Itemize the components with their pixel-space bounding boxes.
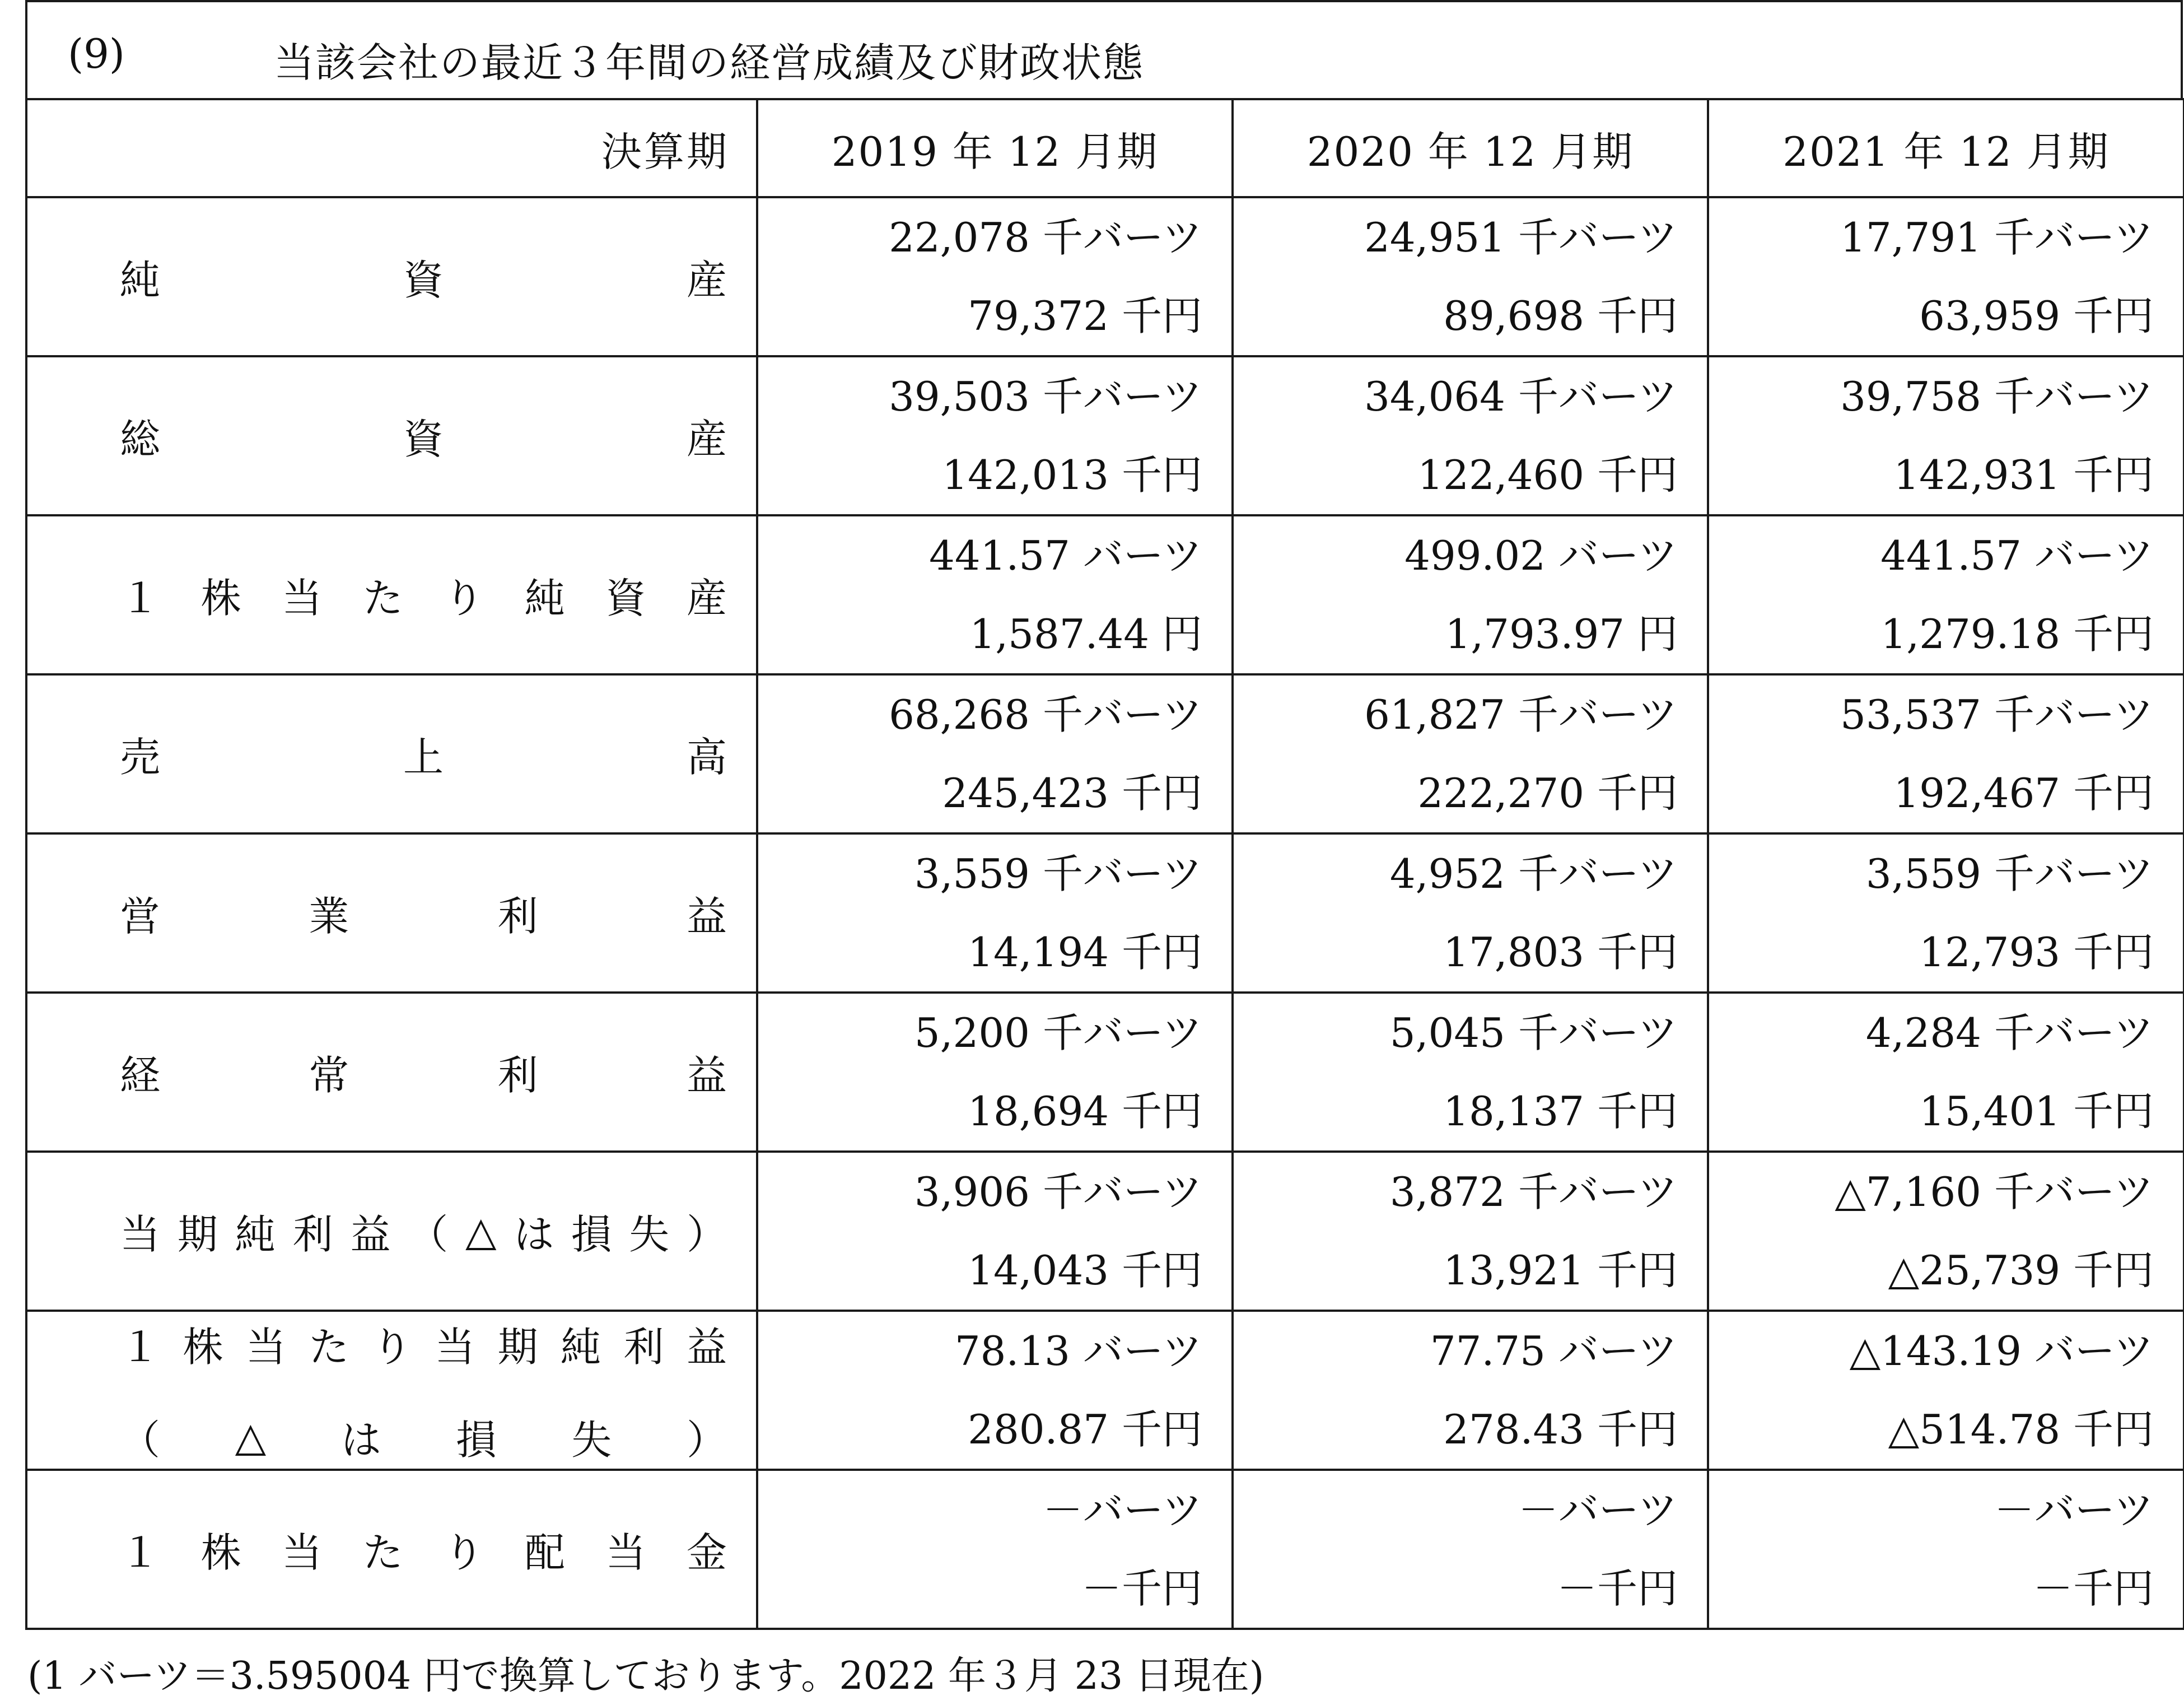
row-label-char: 資 (605, 575, 646, 622)
row-label-char: 当 (282, 575, 323, 622)
row-label (26, 515, 757, 674)
value-thb: 441.57 バーツ (1880, 532, 2154, 579)
row-label-char: た (309, 1324, 349, 1371)
row-label-char: 営 (120, 893, 161, 940)
row-label-char: 当 (435, 1324, 475, 1371)
row-label (26, 833, 757, 993)
value-jpy: △514.78 千円 (1888, 1406, 2154, 1453)
table-row (26, 1152, 2184, 1311)
row-label-char: は (514, 1211, 554, 1258)
row-label-char: （ (408, 1211, 449, 1258)
value-cell (757, 674, 1233, 833)
value-jpy: 278.43 千円 (1443, 1406, 1678, 1453)
row-label-char: 純 (524, 575, 565, 622)
row-label-char: 産 (686, 575, 727, 622)
row-label-char: 利 (497, 1052, 538, 1099)
row-label-line (120, 407, 727, 465)
table-row (26, 674, 2184, 833)
row-label-char: 経 (120, 1052, 161, 1099)
row-label (26, 1470, 757, 1629)
value-jpy: 142,931 千円 (1893, 451, 2154, 499)
row-label-char: 業 (309, 893, 349, 940)
row-label-char: 当 (120, 1211, 161, 1258)
value-jpy: 1,793.97 円 (1445, 611, 1678, 658)
financial-table (25, 98, 2184, 1630)
value-cell (1233, 674, 1708, 833)
row-label-char: 総 (120, 416, 161, 463)
value-thb: 5,200 千バーツ (914, 1009, 1202, 1056)
row-label (26, 993, 757, 1152)
value-cell (1708, 515, 2184, 674)
value-jpy: 245,423 千円 (942, 770, 1202, 817)
value-thb: 441.57 バーツ (929, 532, 1202, 579)
value-jpy: －千円 (2032, 1565, 2154, 1612)
value-jpy: 79,372 千円 (968, 292, 1202, 339)
row-label-char: １ (120, 1324, 161, 1371)
row-label-char: （ (120, 1417, 161, 1464)
value-cell (1233, 993, 1708, 1152)
value-thb: 22,078 千バーツ (889, 214, 1202, 261)
row-label-char: 益 (350, 1211, 391, 1258)
value-jpy: 1,587.44 円 (969, 611, 1202, 658)
period-2021: 2021 年 12 月期 (1708, 99, 2184, 197)
row-label (26, 356, 757, 515)
value-thb: 34,064 千バーツ (1364, 373, 1678, 420)
row-label-char: 損 (571, 1211, 612, 1258)
row-label-char: 期 (497, 1324, 538, 1371)
row-label-char: 益 (686, 893, 727, 940)
value-jpy: 18,137 千円 (1443, 1088, 1678, 1135)
value-cell (1233, 1311, 1708, 1470)
value-cell (757, 1311, 1233, 1470)
period-header-label: 決算期 (26, 99, 757, 197)
value-jpy: 14,194 千円 (968, 929, 1202, 976)
row-label-char: 純 (235, 1211, 276, 1258)
value-cell (757, 515, 1233, 674)
period-2020: 2020 年 12 月期 (1233, 99, 1708, 197)
value-cell (1233, 197, 1708, 356)
row-label-char: 当 (605, 1529, 646, 1576)
row-label-char: り (371, 1324, 412, 1371)
value-jpy: 14,043 千円 (968, 1247, 1202, 1294)
value-jpy: 89,698 千円 (1443, 292, 1678, 339)
value-cell (1708, 1152, 2184, 1311)
section-title: 当該会社の最近３年間の経営成績及び財政状態 (274, 39, 1145, 86)
value-cell (1708, 197, 2184, 356)
row-label-char: 配 (524, 1529, 565, 1576)
row-label-char: 資 (403, 416, 444, 463)
row-label-char: △ (465, 1208, 497, 1255)
value-thb: 3,906 千バーツ (914, 1168, 1202, 1215)
value-cell (1708, 993, 2184, 1152)
value-cell (1233, 1470, 1708, 1629)
value-thb: △7,160 千バーツ (1835, 1168, 2154, 1215)
row-label-line (120, 1202, 727, 1260)
row-label-line (120, 884, 727, 942)
row-label-line (120, 566, 727, 624)
value-cell (1708, 833, 2184, 993)
row-label-char: は (340, 1417, 381, 1464)
value-jpy: 192,467 千円 (1893, 770, 2154, 817)
value-thb: 17,791 千バーツ (1840, 214, 2154, 261)
value-thb: 24,951 千バーツ (1364, 214, 1678, 261)
row-label-char: １ (120, 1529, 161, 1576)
value-cell (757, 356, 1233, 515)
value-jpy: －千円 (1556, 1565, 1678, 1612)
row-label-char: 売 (120, 734, 161, 781)
period-2019: 2019 年 12 月期 (757, 99, 1233, 197)
table-row (26, 356, 2184, 515)
value-cell (1233, 833, 1708, 993)
value-thb: 77.75 バーツ (1430, 1327, 1678, 1375)
row-label-char: ） (686, 1417, 727, 1464)
value-thb: 3,872 千バーツ (1389, 1168, 1678, 1215)
row-label-line (120, 725, 727, 783)
table-row (26, 515, 2184, 674)
value-thb: 39,503 千バーツ (889, 373, 1202, 420)
value-jpy: 18,694 千円 (968, 1088, 1202, 1135)
row-label-char: 純 (120, 257, 161, 304)
row-label (26, 1152, 757, 1311)
row-label-char: 損 (456, 1417, 497, 1464)
value-thb: 61,827 千バーツ (1364, 691, 1678, 738)
row-label-line (120, 1520, 727, 1578)
row-label (26, 674, 757, 833)
table-row (26, 833, 2184, 993)
row-label-char: 期 (177, 1211, 218, 1258)
value-jpy: 222,270 千円 (1417, 770, 1678, 817)
row-label-char: た (362, 1529, 403, 1576)
row-label-char: 当 (245, 1324, 286, 1371)
row-label-char: ） (686, 1211, 727, 1258)
value-thb: 3,559 千バーツ (914, 850, 1202, 897)
row-label-char: 当 (282, 1529, 323, 1576)
value-thb: －バーツ (1042, 1487, 1202, 1534)
row-label-char: 株 (183, 1324, 223, 1371)
value-cell (1233, 1152, 1708, 1311)
value-jpy: 1,279.18 千円 (1880, 611, 2154, 658)
row-label-char: 利 (292, 1211, 333, 1258)
value-thb: －バーツ (1518, 1487, 1678, 1534)
value-cell (1708, 1470, 2184, 1629)
row-label (26, 1311, 757, 1470)
row-label-char: 資 (403, 257, 444, 304)
value-jpy: 122,460 千円 (1417, 451, 1678, 499)
row-label-line (120, 1408, 727, 1466)
row-label-char: 失 (629, 1211, 670, 1258)
value-thb: 4,952 千バーツ (1389, 850, 1678, 897)
row-label-line (120, 248, 727, 306)
table-row (26, 1311, 2184, 1470)
row-label-char: △ (235, 1413, 267, 1460)
value-thb: △143.19 バーツ (1849, 1327, 2154, 1375)
value-jpy: △25,739 千円 (1888, 1247, 2154, 1294)
row-label-line (120, 1315, 727, 1373)
value-jpy: －千円 (1081, 1565, 1202, 1612)
section-title-bar (25, 0, 2183, 98)
value-jpy: 63,959 千円 (1919, 292, 2154, 339)
value-thb: 68,268 千バーツ (889, 691, 1202, 738)
row-label-char: た (362, 575, 403, 622)
financial-summary-sheet (25, 0, 2183, 1698)
value-thb: 5,045 千バーツ (1389, 1009, 1678, 1056)
value-cell (757, 1152, 1233, 1311)
value-jpy: 280.87 千円 (968, 1406, 1202, 1453)
row-label-char: 利 (623, 1324, 664, 1371)
value-cell (1233, 356, 1708, 515)
row-label-char: 金 (686, 1529, 727, 1576)
value-thb: 39,758 千バーツ (1840, 373, 2154, 420)
row-label-char: 株 (200, 1529, 241, 1576)
row-label-char: 失 (571, 1417, 612, 1464)
value-thb: 3,559 千バーツ (1865, 850, 2154, 897)
section-number: (9) (68, 30, 125, 77)
row-label-char: 益 (686, 1052, 727, 1099)
row-label (26, 197, 757, 356)
value-jpy: 15,401 千円 (1919, 1088, 2154, 1135)
row-label-char: 高 (686, 734, 727, 781)
value-jpy: 12,793 千円 (1919, 929, 2154, 976)
value-thb: 499.02 バーツ (1404, 532, 1678, 579)
value-thb: 78.13 バーツ (954, 1327, 1202, 1375)
row-label-char: １ (120, 575, 161, 622)
row-label-char: 利 (497, 893, 538, 940)
value-cell (757, 833, 1233, 993)
row-label-char: 益 (686, 1324, 727, 1371)
row-label-char: 常 (309, 1052, 349, 1099)
row-label-char: 産 (686, 257, 727, 304)
value-cell (1708, 1311, 2184, 1470)
value-thb: －バーツ (1994, 1487, 2154, 1534)
value-thb: 53,537 千バーツ (1840, 691, 2154, 738)
value-jpy: 17,803 千円 (1443, 929, 1678, 976)
table-header-row (26, 99, 2184, 197)
row-label-char: 純 (561, 1324, 601, 1371)
table-row (26, 197, 2184, 356)
row-label-char: 産 (686, 416, 727, 463)
row-label-char: り (444, 1529, 484, 1576)
value-cell (1708, 356, 2184, 515)
value-jpy: 13,921 千円 (1443, 1247, 1678, 1294)
row-label-char: り (444, 575, 484, 622)
value-cell (757, 1470, 1233, 1629)
value-cell (1708, 674, 2184, 833)
value-cell (1233, 515, 1708, 674)
value-cell (757, 993, 1233, 1152)
table-row (26, 1470, 2184, 1629)
value-jpy: 142,013 千円 (942, 451, 1202, 499)
exchange-rate-footnote: (1 バーツ＝3.595004 円で換算しております。2022 年３月 23 日現在) (27, 1654, 1264, 1698)
row-label-line (120, 1043, 727, 1101)
table-row (26, 993, 2184, 1152)
value-thb: 4,284 千バーツ (1865, 1009, 2154, 1056)
value-cell (757, 197, 1233, 356)
row-label-char: 株 (200, 575, 241, 622)
row-label-char: 上 (403, 734, 444, 781)
